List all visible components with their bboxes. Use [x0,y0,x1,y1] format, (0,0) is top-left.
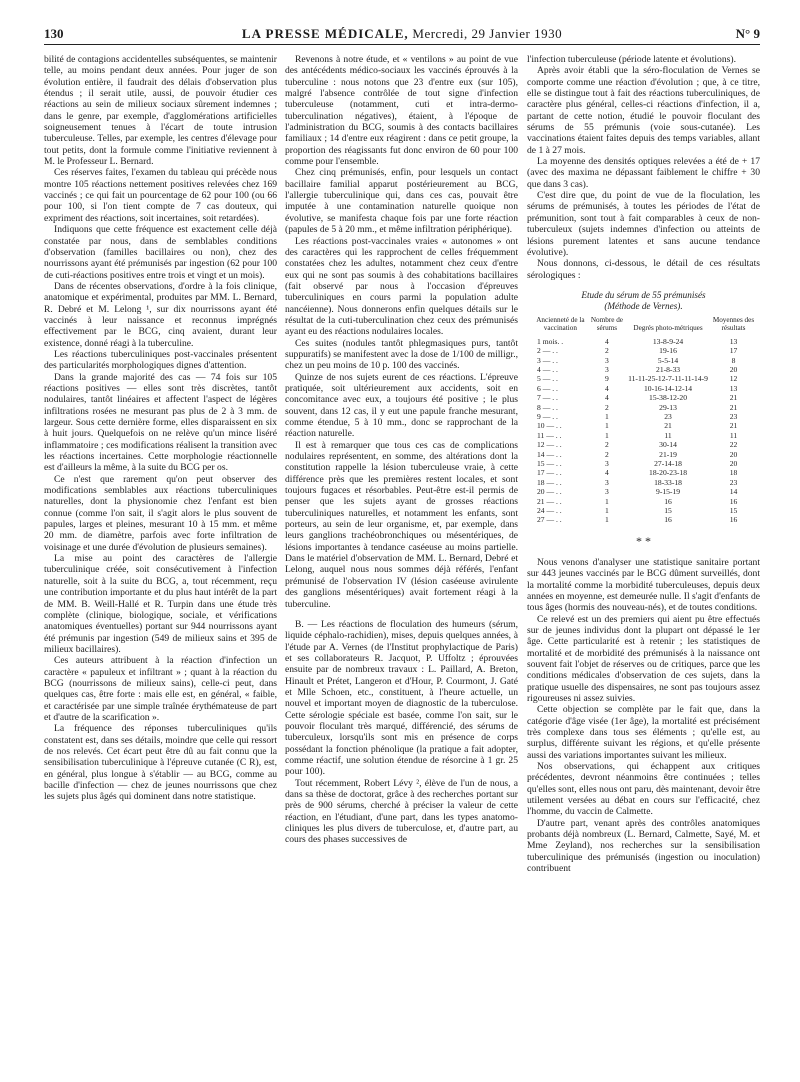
table-cell: 13 [729,336,738,346]
paragraph: Ces auteurs attribuent à la réaction d'infection un caractère « papuleux et infiltrant » ; quant à la réaction du BCG (nourrissons de milieux sains), celle-ci peut, dans quelques cas, être forte : mais elle est, en général, « faible, et caractérisée par une simple traînée érythémateuse de part et d'autre de la scarification ». [44,655,277,723]
paragraph: Après avoir établi que la séro-floculation de Vernes se comporte comme une réaction d'évolution ; que, à ce titre, elle se distingue tout à fait des réactions tuberculiniques, de caractère plus général, celles-ci réactions d'infection, il a, partant de cette notion, étudié le pouvoir floculant des sérums de 55 prémunis (voie sous-cutanée). Les vaccinations étaient faites depuis des temps variables, allant de 1 à 27 mois. [527,65,760,156]
paragraph: Dans de récentes observations, d'ordre à la fois clinique, anatomique et expérimental, produites par MM. L. Bernard, R. Debré et M. Lelong ¹, sur dix nourrissons ayant été vaccinés à leur naissance et reconnus imprégnés effectivement par le BCG, cinq avaient, durant leur existence, donné réagi à la tuberculine. [44,280,277,349]
table-cell: 9 — . . [537,411,558,421]
table-cell: 2 [605,449,609,459]
table-cell: 4 [605,393,609,403]
table-cell: 3 [605,458,609,468]
table-cell: 15 [664,506,672,515]
newspaper-page [44,26,760,1066]
serum-table [533,316,757,525]
header-title [44,26,760,42]
table-cell: 20 — . . [537,487,562,497]
table-cell: 5 — . . [537,374,558,384]
table-cell: 2 [605,402,609,412]
table-cell: 18-33-18 [654,477,682,487]
table-cell: 3 [605,487,609,497]
table-cell: 8 — . . [537,402,558,412]
table-cell: 4 [605,383,609,393]
table-cell: 1 [605,430,609,440]
table-cell: 1 [605,421,609,431]
paragraph: Chez cinq prémunisés, enfin, pour lesquels un contact bacillaire familial apparut postérieurement au BCG, l'allergie tuberculinique qui, dans ces cas, pouvait être imputée à une contamination naturelle quoique non évolutive, se manifesta chaque fois par une forte réaction (papules de 5 à 20 mm., et même infiltration périphérique). [285,167,518,236]
paragraph: Revenons à notre étude, et « ventilons » au point de vue des antécédents médico-sociaux les vaccinés éprouvés à la tuberculine : nous notons que 23 d'entre eux (sur 105), malgré l'absence contrôlée de tout signe d'infection tuberculeuse (notamment, cuti et intra-dermo-tuberculination négatives), étaient, à l'époque de l'administration du BCG, soumis à des contacts bacillaires familiaux ; 14 d'entre eux réagirent : dans ce petit groupe, la proportion des réagissants fut donc environ de 60 pour 100 comme pour l'ensemble. [285,54,518,168]
paragraph: Ce relevé est un des premiers qui aient pu être effectués sur de jeunes individus dont la plupart ont dépassé le 1er âge. Cette particularité est à retenir ; les statistiques de mortalité et de morbidité des prémunisés à la naissance ont souvent fait l'objet de réserves ou de critiques, parce que les conditions médicales d'observation de ces sujets, dans la pratique usuelle des dispensaires, ne sont pas toujours assez rigoureuses ni assez suivies. [527,613,760,704]
table-row [533,374,757,383]
column-right [527,54,760,1064]
paragraph: Nous donnons, ci-dessous, le détail de ces résultats sérologiques : [527,258,760,281]
table-cell: 11 — . . [537,430,562,440]
table-cell: 21 [664,421,672,431]
table-cell: 9-15-19 [656,487,681,497]
table-header: Ancienneté de la vaccination [536,315,585,333]
issue-date: Mercredi, 29 Janvier 1930 [412,26,563,41]
table-cell: 8 [731,355,736,365]
table-cell: 20 [729,449,738,459]
table-row [533,393,757,402]
paragraph: Tout récemment, Robert Lévy ², élève de l'un de nous, a dans sa thèse de doctorat, grâce à des recherches portant sur près de 900 sérums, cherché à préciser la valeur de cette réaction, en l'étudiant, d'une part, dans les types anatomo-cliniques les plus divers de tuberculose, et, d'autre part, au cours des phases successives de [285,777,518,846]
table-cell: 3 [605,477,609,487]
paragraph: Indiquons que cette fréquence est exactement celle déjà constatée par nous, dans de semblables conditions d'observation (familles bacillaires ou non), chez des nourrissons ayant été prémunisés par ingestion (62 pour 100 de cuti-réactions positives entre trois et vingt et un mois). [44,224,277,281]
paragraph: La mise au point des caractères de l'allergie tuberculinique créée, soit consécutivement à l'infection naturelle, soit à la suite du BCG, a, tout récemment, reçu une contribution importante et du plus haut intérêt de la part de MM. B. Weill-Hallé et R. Turpin dans une étude très complète (clinique, biologique, sociale, et vérifications anatomiques éventuelles) portant sur 944 nourrissons ayant été prémunis par ingestion (549 de milieux sains et 395 de milieux bacillaires). [44,553,277,655]
table-row [533,497,757,506]
table-cell: 4 — . . [537,364,558,374]
paragraph: bilité de contagions accidentelles subséquentes, se maintenir telle, au moins pendant deux années. Pour juger de son évolution entière, il faudrait des délais d'observation plus étendus ; il serait utile, aussi, de pouvoir étudier ces réactions au sein de milieux sociaux sûrement indemnes ; dans le genre, par exemple, d'agglomérations artificielles soigneusement tenues à l'écart de toute intrusion tuberculeuse. Telles, par exemple, les centres d'élevage pour tout petits, dont la formule comme l'initiative reviennent à M. le Professeur L. Bernard. [44,54,277,168]
table-cell: 18-20-23-18 [649,468,688,478]
table-cell: 16 [664,515,672,525]
page-header [44,26,760,45]
table-caption-line: Etude du sérum de 55 prémunisés [581,289,706,300]
table-cell: 20 [729,364,738,374]
table-cell: 15 [729,506,738,515]
table-cell: 16 [729,515,738,525]
table-header: Moyennes des résultats [712,315,755,333]
table-cell: 1 [605,496,609,506]
table-cell: 20 [729,458,738,468]
table-cell: 17 — . . [537,468,562,478]
paragraph: l'infection tuberculeuse (période latente et évolutions). [527,54,736,65]
section-separator: * * [636,533,651,548]
table-row [533,506,757,515]
table-cell: 27-14-18 [654,458,682,468]
table-cell: 1 mois. . [537,336,564,346]
table-cell: 10 — . . [537,421,562,431]
table-cell: 1 [605,506,609,515]
article-columns [44,54,760,1064]
paragraph: Ces réserves faites, l'examen du tableau qui précède nous montre 105 réactions nettement positives relevées chez 169 vaccinés ; ce qui fait un pourcentage de 62 pour 100 (ou 66 pour 100, si l'on tient compte de 7 cas douteux, qui expriment des réactions, soit incertaines, soit retardées). [44,167,277,224]
table-cell: 11 [664,430,672,440]
table-cell: 1 [605,411,609,421]
table-cell: 21 — . . [537,496,562,506]
table-cell: 24 — . . [537,506,562,515]
table-cell: 4 [605,468,609,478]
table-cell: 29-13 [659,402,677,412]
table-row [533,459,757,468]
table-row [533,431,757,440]
table-caption-line: (Méthode de Vernes). [604,300,683,311]
table-row [533,356,757,365]
table-cell: 21-8-33 [656,364,681,374]
table-cell: 14 — . . [537,449,562,459]
issue-number: N° 9 [735,26,760,41]
table-cell: 18 — . . [537,477,562,487]
paragraph: D'autre part, venant après des contrôles anatomiques probants déjà nombreux (L. Bernard, Calmette, Sayé, M. et Mme Zeyland), nos recherches sur la sensibilisation tuberculinique des prémunisés (ingestion ou inoculation) contribuent [527,817,760,875]
table-row [533,384,757,393]
table-cell: 7 — . . [537,393,558,403]
publication-name: LA PRESSE MÉDICALE, [241,26,409,41]
table-cell: 30-14 [659,440,677,450]
table-cell: 11-11-25-12-7-11-11-14-9 [628,374,708,384]
table-row [533,337,757,346]
table-row [533,515,757,524]
table-cell: 23 [729,411,738,421]
table-cell: 1 [605,515,609,525]
table-cell: 10-16-14-12-14 [643,383,693,393]
table-cell: 5-5-14 [657,355,679,365]
table-cell: 12 [729,374,738,384]
page-number: 130 [44,26,64,41]
paragraph: Les réactions tuberculiniques post-vaccinales présentent des particularités morphologiques dignes d'attention. [44,348,277,372]
table-row [533,365,757,374]
table-cell: 18 [729,468,738,478]
table-caption [527,290,760,312]
table-cell: 2 — . . [537,346,558,356]
table-header: Nombre de sérums [590,315,623,333]
paragraph: C'est dire que, du point de vue de la floculation, les sérums de prémunisés, à toutes les périodes de l'état de prémunition, sont tout à fait comparables à ceux de non-tuberculeux (sujets indemnes d'infection ou atteints de lésions purement latentes et sans aucune tendance évolutive). [527,190,760,258]
table-cell: 14 [729,487,738,497]
table-cell: 16 [729,496,738,506]
table-cell: 17 [729,346,738,356]
paragraph: Cette objection se complète par le fait que, dans la catégorie d'âge visée (1er âge), la mortalité est précisément très complexe dans tous ses éléments ; qu'elle est, au surplus, différente suivant les régions, et qu'elle présente aussi des variations importantes suivant les milieux. [527,704,760,761]
table-cell: 6 — . . [537,383,558,393]
table-cell: 22 [729,440,738,450]
paragraph: La fréquence des réponses tuberculiniques qu'ils constatent est, dans ses détails, moindre que celle qui ressort de nos relevés. Cet écart peut être dû au fait connu que la sensibilisation tuberculinique à l'épreuve cutanée (C R), est, en général, plus longue à s'établir — au BCG, comme au bacille d'infection — chez de jeunes nourrissons que chez les sujets plus âgés qui dominent dans notre statistique. [44,723,277,803]
table-row [533,450,757,459]
table-row [533,478,757,487]
table-cell: 13-8-9-24 [652,336,684,346]
paragraph: Nos observations, qui échappent aux critiques précédentes, devront néanmoins être continuées ; telles qu'elles sont, elles nous ont paru, dès maintenant, devoir être utilement versées au débat en cours sur l'efficacité, chez l'homme, du vaccin de Calmette. [527,761,760,818]
table-cell: 16 [664,496,672,506]
paragraph: Ce n'est que rarement qu'on peut observer des modifications semblables aux réactions tuberculiniques naturelles, dont la physionomie chez l'enfant est bien connue (comme l'on sait, il s'agit alors le plus souvent de papules, larges et pleines, mesurant 10 à 15 mm. et même 20 mm. de diamètre, parfois avec forte infiltration de voisinage et une durée d'évolution de plusieurs semaines). [44,473,277,553]
table-cell: 3 — . . [537,355,558,365]
table-cell: 21-19 [659,449,677,459]
table-cell: 21 [729,393,738,403]
table-cell: 11 [729,430,738,440]
paragraph: Dans la grande majorité des cas — 74 fois sur 105 réactions positives — elles sont très discrètes, tantôt nodulaires, tantôt linéaires et affectent l'aspect de légères infiltrations rosées ne mesurant pas plus de 2 à 3 mm. de largeur. Sous cette dernière forme, elles disparaissent en six à huit jours. Quelquefois on ne relève qu'un mince liséré inflammatoire ; ces modifications réalisent la transition avec les réactions incertaines. Cette morphologie réactionnelle est d'ailleurs la même, à la suite du BCG per os. [44,371,277,474]
section-b-paragraph: B. — Les réactions de floculation des humeurs (sérum, liquide céphalo-rachidien), mises, depuis quelques années, à l'étude par A. Vernes (de l'Institut prophylactique de Paris) et ses collaborateurs R. Jacquot, P. Uffoltz ; éprouvées ensuite par de nombreux travaux : L. Paillard, A. Breton, Hinault et Prétet, Langeron et d'Hour, P. Courmont, J. Gaté et Mlle Schoen, etc., constituent, à l'heure actuelle, un nouvel et important moyen de diagnostic de la tuberculose. Cette sérologie spéciale est basée, comme l'on sait, sur le pouvoir floculant très marqué, différencié, des sérums de tuberculeux, lorsqu'ils sont mis en présence de corps possédant la fonction phénolique (la pratique a fait adopter, comme réactif, une solution étendue de résorcine à 1 gr. 25 pour 100). [285,618,518,778]
table-header-row [533,316,757,337]
table-cell: 4 [605,336,609,346]
table-cell: 2 [605,346,609,356]
table-row [533,487,757,496]
table-cell: 15-38-12-20 [649,393,688,403]
paragraph: Nous venons d'analyser une statistique sanitaire portant sur 443 jeunes vaccinés par le BCG dûment surveillés, dont la mortalité comme la morbidité tuberculeuses, depuis deux années en moyenne, est demeurée nulle. Il s'agit d'enfants de tous âges (hormis des nouveau-nés), et de toutes conditions. [527,556,760,614]
column-left [44,54,277,1064]
table-cell: 19-16 [659,346,677,356]
table-cell: 21 [729,421,738,431]
table-row [533,468,757,477]
table-cell: 23 [729,477,738,487]
table-cell: 13 [729,383,738,393]
paragraph: Les réactions post-vaccinales vraies « autonomes » ont des caractères qui les rapprochent de celles fréquemment constatées chez les adultes, notamment chez ceux d'entre eux qui ne sont pas soumis à des cohabitations bacillaires (fait observé par nous à l'occasion d'épreuves tuberculiniques en cours parmi la population adulte nancéienne). Nous donnerons enfin quelques détails sur le résultat de la cuti-tuberculination chez ceux des prémunisés ayant eu des réactions nodulaires locales. [285,235,518,338]
table-row [533,403,757,412]
table-row [533,346,757,355]
table-cell: 2 [605,440,609,450]
table-header: Degrés photo-métriques [633,324,703,333]
table-cell: 9 [605,374,609,384]
table-cell: 21 [729,402,738,412]
paragraph: Quinze de nos sujets eurent de ces réactions. L'épreuve pratiquée, soit ultérieurement aux accidents, soit en concomitance avec eux, a toujours été positive ; le plus souvent, dans 12 cas, il y eut une papule franche mesurant, comme étendue, 5 à 10 mm., donc se rapprochant de la réaction naturelle. [285,371,518,440]
table-cell: 12 — . . [537,440,562,450]
table-cell: 3 [605,364,609,374]
table-cell: 15 — . . [537,458,562,468]
paragraph: Il est à remarquer que tous ces cas de complications nodulaires représentent, en somme, des altérations dont la constitution rappelle la lésion tuberculeuse vraie, à cette différence près que les premières restent locales, et sont toujours fugaces et résorbables. Peut-être est-il permis de penser que les sujets ayant de grosses réactions tuberculiniques naturelles, et notamment les enfants, sont porteurs, au sein de leur organisme, et, par exemple, dans leurs ganglions trachéobronchiques ou mésentériques, de lésions importantes à tendance caséeuse au moins partielle. Dans le matériel d'observation de MM. L. Bernard, Debré et Lelong, auquel nous nous sommes déjà référés, l'enfant prémunisé de l'observation IV (lésion caséeuse avirulente des ganglions mésentériques) avait fortement réagi à la tuberculine. [285,439,518,610]
table-row [533,421,757,430]
column-middle [285,54,518,1064]
table-row [533,412,757,421]
table-cell: 27 — . . [537,515,562,525]
table-cell: 3 [605,355,609,365]
table-row [533,440,757,449]
table-body [533,337,757,525]
paragraph: Ces suites (nodules tantôt phlegmasiques purs, tantôt suppuratifs) se manifestent avec la dose de 1/100 de milligr., chez un peu moins de 10 p. 100 des vaccinés. [285,337,518,372]
table-cell: 23 [664,411,672,421]
paragraph: La moyenne des densités optiques relevées a été de + 17 (avec des maxima ne dépassant faiblement le chiffre + 30 que dans 3 cas). [527,156,760,190]
